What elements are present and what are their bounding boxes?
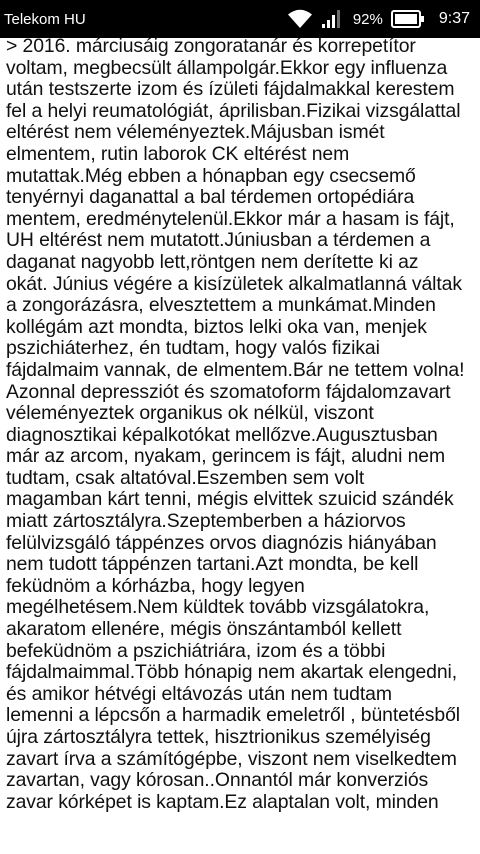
article-line: diagnosztikai képalkotókat mellőzve.Augusztusban	[6, 423, 438, 446]
article-line: zavar kórképet is kaptam.Ez alaptalan volt, minden	[6, 790, 439, 813]
article-line: már az arcom, nyakam, gerincem is fájt, aludni nem	[6, 445, 445, 468]
article-line: okát. Június végére a kisízületek alkalmatlanná váltak	[6, 272, 462, 295]
article-line: elmentem, rutin laborok CK eltérést nem	[6, 142, 350, 165]
cellular-signal-icon	[321, 9, 343, 29]
article-line: magamban kárt tenni, mégis elvittek szuicid szándék	[6, 488, 454, 511]
clock: 9:37	[438, 10, 470, 27]
article-line: felülvizsgáló táppénzes orvos diagnózis hiányában	[6, 531, 437, 554]
article-line: és amikor hétvégi eltávozás után nem tudtam	[6, 682, 392, 705]
article-line: Azonnal depressziót és szomatoform fájdalomzavart	[6, 380, 451, 403]
wifi-icon	[287, 9, 313, 29]
article-line: fel a helyi reumatológiát, áprilisban.Fizikai vizsgálattal	[6, 99, 461, 122]
article-line: nem tudott táppénzen tartani.Azt mondta, be kell	[6, 553, 419, 576]
article-line: fájdalmaimmal.Több hónapig nem akartak elengedni,	[6, 661, 458, 684]
article-text	[6, 36, 476, 813]
article-line: megélhetésem.Nem küldtek tovább vizsgálatokra,	[6, 596, 430, 619]
article-line: lemenni a lépcsőn a harmadik emeletről , büntetésből	[6, 704, 460, 727]
article-content[interactable]	[0, 36, 480, 854]
article-line: kollégám azt mondta, biztos lelki oka van, menjek	[6, 315, 427, 338]
article-line: eltérést nem véleményeztek.Májusban ismét	[6, 121, 385, 144]
article-line: voltam, megbecsült állampolgár.Ekkor egy influenza	[6, 56, 448, 79]
article-line: zavartan, vagy kórosan..Onnantól már konverziós	[6, 769, 429, 792]
battery-icon	[391, 10, 425, 28]
article-line: újra zártosztályra tettek, hisztrionikus személyiség	[6, 726, 431, 748]
article-line: miatt zártosztályra.Szeptemberben a háziorvos	[6, 510, 406, 533]
article-line: mutattak.Még ebben a hónapban egy csecsemő	[6, 164, 416, 187]
article-line: befeküdnöm a pszichiátriára, izom és a többi	[6, 639, 386, 662]
article-line: véleményeztek organikus ok nélkül, viszont	[6, 402, 374, 425]
article-line: tudtam, csak altatóval.Eszemben sem volt	[6, 466, 365, 489]
battery-percentage: 92%	[352, 10, 383, 28]
status-bar	[0, 0, 480, 38]
article-line: feküdnöm a kórházba, hogy legyen	[6, 574, 305, 597]
article-line: UH eltérést nem mutatott.Júniusban a térdemen a	[6, 229, 431, 252]
article-line: fájdalmaim vannak, de elmentem.Bár ne tettem volna!	[6, 358, 465, 381]
article-line: mentem, eredménytelenül.Ekkor már a hasam is fájt,	[6, 207, 455, 230]
article-line: zavart írva a számítógépbe, viszont nem viselkedtem	[6, 747, 457, 770]
carrier-name: Telekom HU	[4, 10, 86, 28]
article-line: pszichiáterhez, én tudtam, hogy valós fizikai	[6, 337, 380, 360]
article-line: után testszerte izom és ízületi fájdalmakkal kerestem	[6, 78, 455, 101]
article-line: a zongorázásra, elvesztettem a munkámat.Minden	[6, 294, 436, 317]
article-line: > 2016. márciusáig zongoratanár és korrepetítor	[6, 36, 416, 57]
article-line: akaratom ellenére, mégis önszántamból kellett	[6, 618, 402, 641]
status-icons	[287, 9, 470, 29]
article-line: tenyérnyi daganattal a bal térdemen ortopédiára	[6, 186, 415, 209]
article-line: daganat nagyobb lett,röntgen nem derítette ki az	[6, 250, 419, 273]
